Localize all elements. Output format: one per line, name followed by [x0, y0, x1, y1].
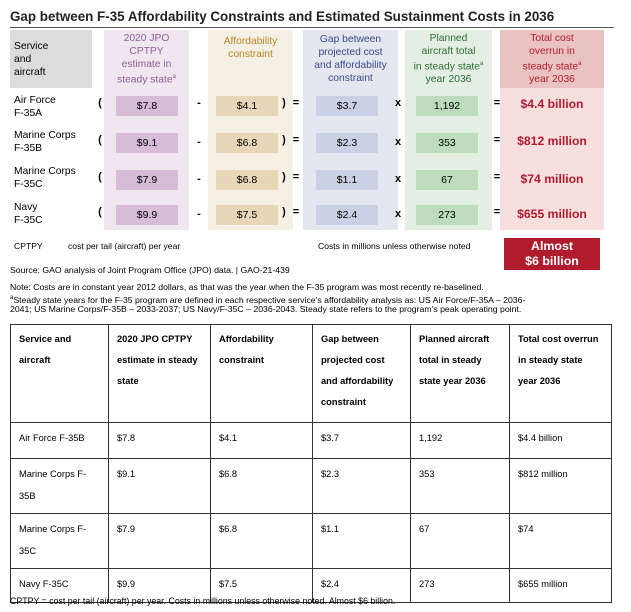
table-cell: $9.1	[109, 459, 211, 514]
planned-value: 1,192	[416, 96, 478, 116]
minus-operator: -	[197, 208, 201, 220]
legend-text: cost per tail (aircraft) per year	[68, 241, 181, 251]
open-paren: (	[98, 171, 102, 183]
note-constant-dollars: Note: Costs are in constant year 2012 dollars, as that was the year when the F-35 program was most recently re-baselined.	[10, 282, 484, 292]
table-header-cell: Planned aircraft total in steady state year 2036	[411, 325, 510, 423]
table-cell: 273	[411, 569, 510, 603]
afford-value: $6.8	[216, 170, 278, 190]
table-cell: $2.3	[313, 459, 411, 514]
afford-value: $4.1	[216, 96, 278, 116]
table-cell: $4.1	[211, 423, 313, 459]
open-paren: (	[98, 134, 102, 146]
afford-value: $6.8	[216, 133, 278, 153]
equals-operator: =	[493, 134, 501, 146]
table-cell: $2.4	[313, 569, 411, 603]
table-cell: 353	[411, 459, 510, 514]
total-value: $74 million	[520, 172, 584, 186]
table-cell: 1,192	[411, 423, 510, 459]
equals-operator: =	[292, 171, 300, 183]
page-title: Gap between F-35 Affordability Constraints and Estimated Sustainment Costs in 2036	[10, 9, 555, 24]
header-service: Service and aircraft	[14, 40, 49, 78]
minus-operator: -	[197, 136, 201, 148]
table-cell: $3.7	[313, 423, 411, 459]
table-cell: $7.5	[211, 569, 313, 603]
table-cell: $7.8	[109, 423, 211, 459]
total-value: $655 million	[517, 207, 587, 221]
header-cptpy: 2020 JPO CPTPY estimate in steady state$^a$	[117, 32, 176, 86]
table-cell: $1.1	[313, 514, 411, 569]
close-paren: )	[282, 134, 286, 146]
accessible-data-table	[10, 324, 612, 603]
service-label: Navy F-35C	[14, 202, 43, 226]
table-cell: $74	[510, 514, 612, 569]
minus-operator: -	[197, 173, 201, 185]
table-cell: $7.9	[109, 514, 211, 569]
almost-total-badge: Almost $6 billion	[504, 238, 600, 270]
total-value: $4.4 billion	[520, 97, 584, 111]
minus-operator: -	[197, 97, 201, 109]
table-row	[11, 459, 612, 514]
table-cell: Marine Corps F-35B	[11, 459, 109, 514]
cptpy-value: $7.9	[116, 170, 178, 190]
legend-abbr: CPTPY	[14, 241, 43, 251]
times-operator: x	[394, 208, 402, 220]
table-footer-note: CPTPY = cost per tail (aircraft) per year. Costs in millions unless otherwise noted. Almost $6 billion.	[10, 596, 396, 606]
header-planned: Planned aircraft total in steady state$^a$ year 2036	[413, 32, 484, 86]
table-header-row	[11, 325, 612, 423]
close-paren: )	[282, 206, 286, 218]
units-note: Costs in millions unless otherwise noted	[318, 241, 471, 251]
table-cell: $812 million	[510, 459, 612, 514]
equals-operator: =	[292, 134, 300, 146]
table-cell: $655 million	[510, 569, 612, 603]
table-cell: $4.4 billion	[510, 423, 612, 459]
equals-operator: =	[493, 206, 501, 218]
times-operator: x	[394, 136, 402, 148]
service-label: Marine Corps F-35B	[14, 130, 76, 154]
equals-operator: =	[493, 171, 501, 183]
gap-value: $1.1	[316, 170, 378, 190]
close-paren: )	[282, 171, 286, 183]
gap-value: $3.7	[316, 96, 378, 116]
cptpy-value: $9.9	[116, 205, 178, 225]
times-operator: x	[394, 97, 402, 109]
planned-value: 67	[416, 170, 478, 190]
table-header-cell: Affordability constraint	[211, 325, 313, 423]
title-rule	[10, 27, 614, 28]
table-header-cell: Total cost overrun in steady state year 2036	[510, 325, 612, 423]
cptpy-value: $9.1	[116, 133, 178, 153]
service-label: Marine Corps F-35C	[14, 166, 76, 190]
source-line: Source: GAO analysis of Joint Program Office (JPO) data. | GAO-21-439	[10, 265, 290, 275]
planned-value: 273	[416, 205, 478, 225]
header-total: Total cost overrun in steady state$^a$ year 2036	[522, 32, 582, 86]
header-afford: Affordability constraint	[223, 36, 278, 60]
equals-operator: =	[292, 97, 300, 109]
table-header-cell: Service and aircraft	[11, 325, 109, 423]
table-cell: Navy F-35C	[11, 569, 109, 603]
gap-value: $2.3	[316, 133, 378, 153]
total-value: $812 million	[517, 134, 587, 148]
table-cell: Marine Corps F-35C	[11, 514, 109, 569]
equals-operator: =	[292, 206, 300, 218]
cptpy-value: $7.8	[116, 96, 178, 116]
header-gap: Gap between projected cost and affordability constraint	[314, 34, 387, 84]
table-row	[11, 423, 612, 459]
table-cell: $6.8	[211, 459, 313, 514]
times-operator: x	[394, 173, 402, 185]
planned-value: 353	[416, 133, 478, 153]
table-cell: Air Force F-35B	[11, 423, 109, 459]
equals-operator: =	[493, 97, 501, 109]
service-label: Air Force F-35A	[14, 95, 56, 119]
table-cell: $6.8	[211, 514, 313, 569]
open-paren: (	[98, 97, 102, 109]
table-header-cell: 2020 JPO CPTPY estimate in steady state	[109, 325, 211, 423]
table-cell: $9.9	[109, 569, 211, 603]
gap-value: $2.4	[316, 205, 378, 225]
note-steady-state-cont: 2041; US Marine Corps/F-35B – 2033-2037; US Navy/F-35C – 2036-2043. Steady state refers to the program’s peak operating point.	[10, 304, 522, 314]
table-header-cell: Gap between projected cost and affordability constraint	[313, 325, 411, 423]
table-cell: 67	[411, 514, 510, 569]
open-paren: (	[98, 206, 102, 218]
close-paren: )	[282, 97, 286, 109]
table-row	[11, 514, 612, 569]
note-steady-state: $^a$Steady state years for the F-35 program are defined in each respective service’s affordability analysis as: US Air Force/F-35A – 2036-	[10, 294, 526, 305]
afford-value: $7.5	[216, 205, 278, 225]
